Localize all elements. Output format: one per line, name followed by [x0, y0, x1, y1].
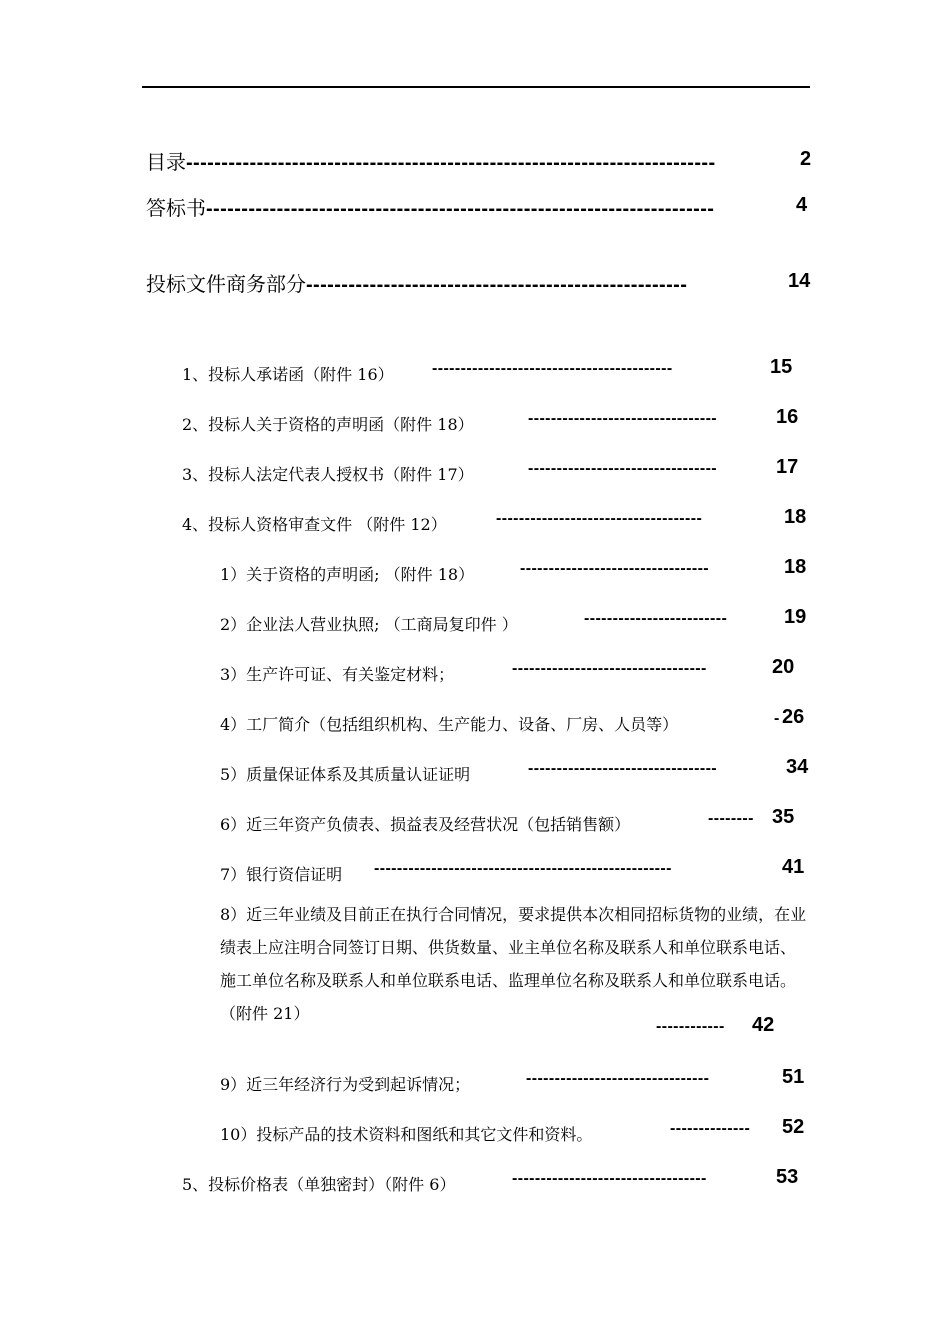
toc-page-number: 18	[784, 506, 807, 528]
toc-title: 5、投标价格表（单独密封）（附件 6）	[182, 1175, 456, 1194]
toc-leader: ------------------------------------	[496, 510, 703, 527]
toc-page-number: 14	[788, 270, 811, 292]
toc-title: 4）工厂简介（包括组织机构、生产能力、设备、厂房、人员等）	[220, 715, 679, 734]
toc-subitem[interactable]	[220, 712, 678, 735]
toc-leader: -	[774, 710, 780, 727]
toc-page-number: 18	[784, 556, 807, 578]
toc-title: 5）质量保证体系及其质量认证证明	[220, 765, 471, 784]
toc-page-number: 35	[772, 806, 795, 828]
toc-title: 9）近三年经济行为受到起诉情况；	[220, 1075, 471, 1094]
toc-title: 1、投标人承诺函（附件 16）	[182, 365, 394, 384]
toc-subitem[interactable]	[220, 1122, 592, 1145]
toc-title: 答标书	[146, 196, 206, 220]
toc-title: 8）近三年业绩及目前正在执行合同情况，要求提供本次相同招标货物的业绩，在业绩表上应注明合同签订日期、供货数量、业主单位名称及联系人和单位联系电话、施工单位名称及联系人和单位联系电话、监理单位名称及联系人和单位联系电话。（附件 21）	[220, 905, 807, 1023]
toc-page-number: 52	[782, 1116, 805, 1138]
toc-leader: --------	[708, 810, 754, 827]
toc-subitem-paragraph[interactable]	[220, 898, 810, 1030]
toc-title: 目录	[146, 150, 186, 174]
toc-page-number: 16	[776, 406, 799, 428]
toc-page-number: 41	[782, 856, 805, 878]
toc-main-entry[interactable]	[146, 192, 714, 221]
toc-page-number: 51	[782, 1066, 805, 1088]
toc-leader: ------------	[656, 1018, 725, 1035]
header-rule	[142, 86, 810, 88]
toc-item[interactable]	[182, 1172, 455, 1195]
toc-page-number: 53	[776, 1166, 799, 1188]
toc-title: 10）投标产品的技术资料和图纸和其它文件和资料。	[220, 1125, 593, 1144]
toc-subitem[interactable]	[220, 612, 518, 635]
toc-leader: ---------------------------------------------------------------------------	[186, 152, 716, 174]
toc-title: 7）银行资信证明	[220, 865, 343, 884]
toc-subitem[interactable]	[220, 762, 470, 785]
toc-title: 3）生产许可证、有关鉴定材料；	[220, 665, 455, 684]
toc-main-entry[interactable]	[146, 146, 716, 175]
toc-leader: ---------------------------------	[528, 760, 718, 777]
toc-leader: ---------------------------------	[528, 410, 718, 427]
toc-subitem[interactable]	[220, 862, 342, 885]
toc-title: 6）近三年资产负债表、损益表及经营状况（包括销售额）	[220, 815, 631, 834]
toc-title: 1）关于资格的声明函; （附件 18）	[220, 565, 475, 584]
toc-title: 3、投标人法定代表人授权书（附件 17）	[182, 465, 474, 484]
toc-leader: ------------------------------------------	[432, 360, 673, 377]
toc-subitem[interactable]	[220, 812, 630, 835]
toc-leader: ----------------------------------	[512, 1170, 707, 1187]
toc-subitem[interactable]	[220, 1072, 470, 1095]
toc-leader: ----------------------------------------------------	[374, 860, 672, 877]
toc-leader: --------------------------------	[526, 1070, 710, 1087]
toc-page-number: 34	[786, 756, 809, 778]
toc-page-number: 26	[782, 706, 805, 728]
toc-title: 2、投标人关于资格的声明函（附件 18）	[182, 415, 474, 434]
toc-page-number: 42	[752, 1014, 775, 1036]
toc-item[interactable]	[182, 462, 474, 485]
toc-leader: ------------------------------------------------------------------------	[206, 198, 715, 220]
toc-page-number: 17	[776, 456, 799, 478]
toc-item[interactable]	[182, 362, 394, 385]
toc-title: 4、投标人资格审查文件 （附件 12）	[182, 515, 447, 534]
toc-subitem[interactable]	[220, 562, 474, 585]
toc-page-number: 20	[772, 656, 795, 678]
toc-title: 2）企业法人营业执照; （工商局复印件 ）	[220, 615, 518, 634]
toc-page-number: 19	[784, 606, 807, 628]
toc-page-number: 15	[770, 356, 793, 378]
toc-leader: -------------------------	[584, 610, 728, 627]
toc-subitem[interactable]	[220, 662, 454, 685]
toc-leader: ------------------------------------------------------	[306, 274, 688, 296]
toc-item[interactable]	[182, 512, 447, 535]
toc-page-number: 2	[800, 148, 812, 170]
toc-main-entry[interactable]	[146, 268, 687, 297]
toc-page-number: 4	[796, 194, 808, 216]
toc-item[interactable]	[182, 412, 474, 435]
toc-title: 投标文件商务部分	[146, 272, 306, 296]
toc-leader: ---------------------------------	[528, 460, 718, 477]
toc-leader: --------------	[670, 1120, 751, 1137]
toc-leader: ---------------------------------	[520, 560, 710, 577]
toc-leader: ----------------------------------	[512, 660, 707, 677]
